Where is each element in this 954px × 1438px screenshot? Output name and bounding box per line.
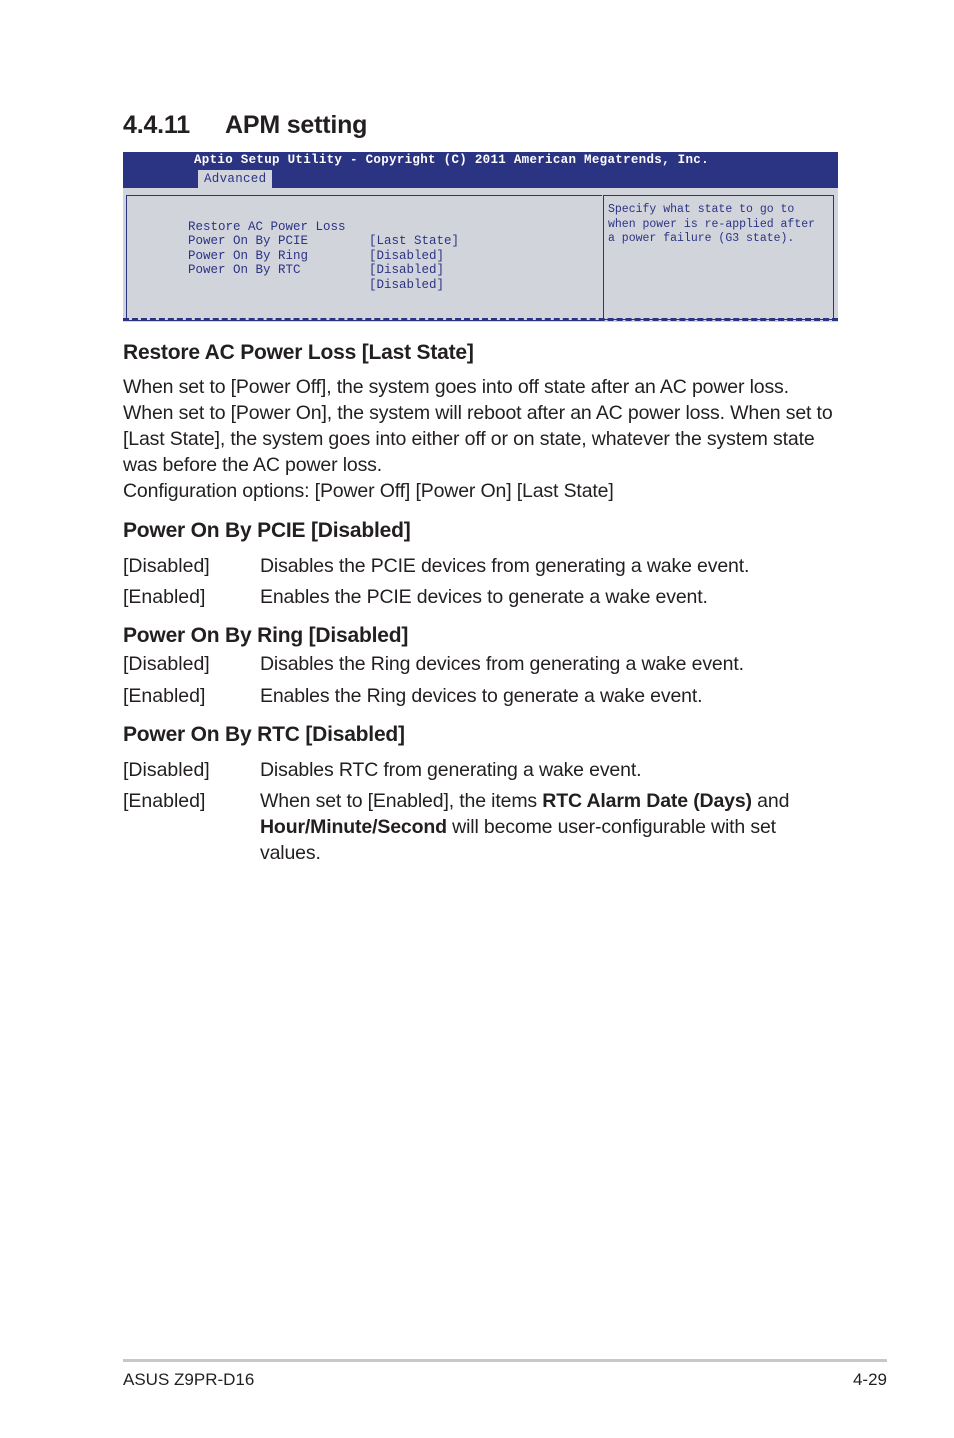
- ring-enabled-key: [Enabled]: [123, 685, 206, 707]
- bios-item-label: Restore AC Power Loss: [188, 219, 346, 234]
- bios-tab-advanced[interactable]: Advanced: [198, 170, 272, 188]
- bios-item-value[interactable]: [Disabled]: [369, 263, 445, 277]
- bios-screenshot: [123, 152, 838, 322]
- bios-item-value[interactable]: [Disabled]: [369, 248, 445, 263]
- bios-header: [123, 152, 838, 188]
- bios-bottom-divider: [123, 318, 838, 321]
- rtc-alarm-date-term: RTC Alarm Date (Days): [542, 790, 752, 812]
- section-title: [123, 111, 367, 140]
- ring-heading: Power On By Ring [Disabled]: [123, 624, 409, 647]
- bios-help-panel: [603, 195, 834, 320]
- bios-item-value[interactable]: [Last State]: [369, 234, 460, 248]
- rtc-enabled-text-1: When set to [Enabled], the items: [260, 790, 543, 812]
- section-number: 4.4.11: [123, 111, 190, 139]
- rtc-disabled-key: [Disabled]: [123, 759, 210, 781]
- bios-item-label: Power On By RTC: [188, 263, 301, 277]
- bios-title: Aptio Setup Utility - Copyright (C) 2011 American Megatrends, Inc.: [194, 153, 709, 167]
- bios-help-text: Specify what state to go to when power is re-applied after a power failure (G3 state).: [608, 203, 816, 245]
- rtc-heading: Power On By RTC [Disabled]: [123, 723, 405, 746]
- footer-divider: [123, 1359, 887, 1362]
- pcie-enabled-desc: Enables the PCIE devices to generate a wake event.: [260, 586, 708, 608]
- pcie-disabled-desc: Disables the PCIE devices from generating a wake event.: [260, 555, 750, 577]
- bios-item-label: Power On By PCIE: [188, 234, 309, 248]
- section-title-text: APM setting: [225, 111, 368, 139]
- ring-disabled-key: [Disabled]: [123, 653, 210, 675]
- ring-disabled-desc: Disables the Ring devices from generating a wake event.: [260, 653, 744, 675]
- pcie-heading: Power On By PCIE [Disabled]: [123, 519, 411, 542]
- hour-minute-second-term: Hour/Minute/Second: [260, 816, 447, 838]
- footer-page-number: 4-29: [852, 1370, 887, 1389]
- restore-body: When set to [Power Off], the system goes into off state after an AC power loss. When set to [Power On], the system will reboot after an AC power loss. When set to [Last State], the system goes into either off or on state, whatever the system state was before the AC power loss.: [123, 376, 833, 476]
- rtc-disabled-desc: Disables RTC from generating a wake event.: [260, 759, 642, 781]
- restore-heading: Restore AC Power Loss [Last State]: [123, 341, 474, 364]
- ring-enabled-desc: Enables the Ring devices to generate a wake event.: [260, 685, 703, 707]
- rtc-enabled-key: [Enabled]: [123, 790, 206, 812]
- rtc-enabled-text-3: will become user-configurable with set values.: [260, 816, 776, 864]
- pcie-disabled-key: [Disabled]: [123, 555, 210, 577]
- bios-item-power-on-by-rtc[interactable]: [143, 249, 445, 292]
- bios-settings-panel: [126, 195, 602, 321]
- bios-item-label: Power On By Ring: [188, 248, 309, 263]
- rtc-enabled-desc: [260, 788, 830, 866]
- footer-product-name: ASUS Z9PR-D16: [123, 1370, 255, 1389]
- rtc-enabled-text-2: and: [751, 790, 790, 812]
- bios-item-value[interactable]: [Disabled]: [369, 277, 445, 292]
- restore-config: Configuration options: [Power Off] [Power On] [Last State]: [123, 480, 614, 502]
- pcie-enabled-key: [Enabled]: [123, 586, 206, 608]
